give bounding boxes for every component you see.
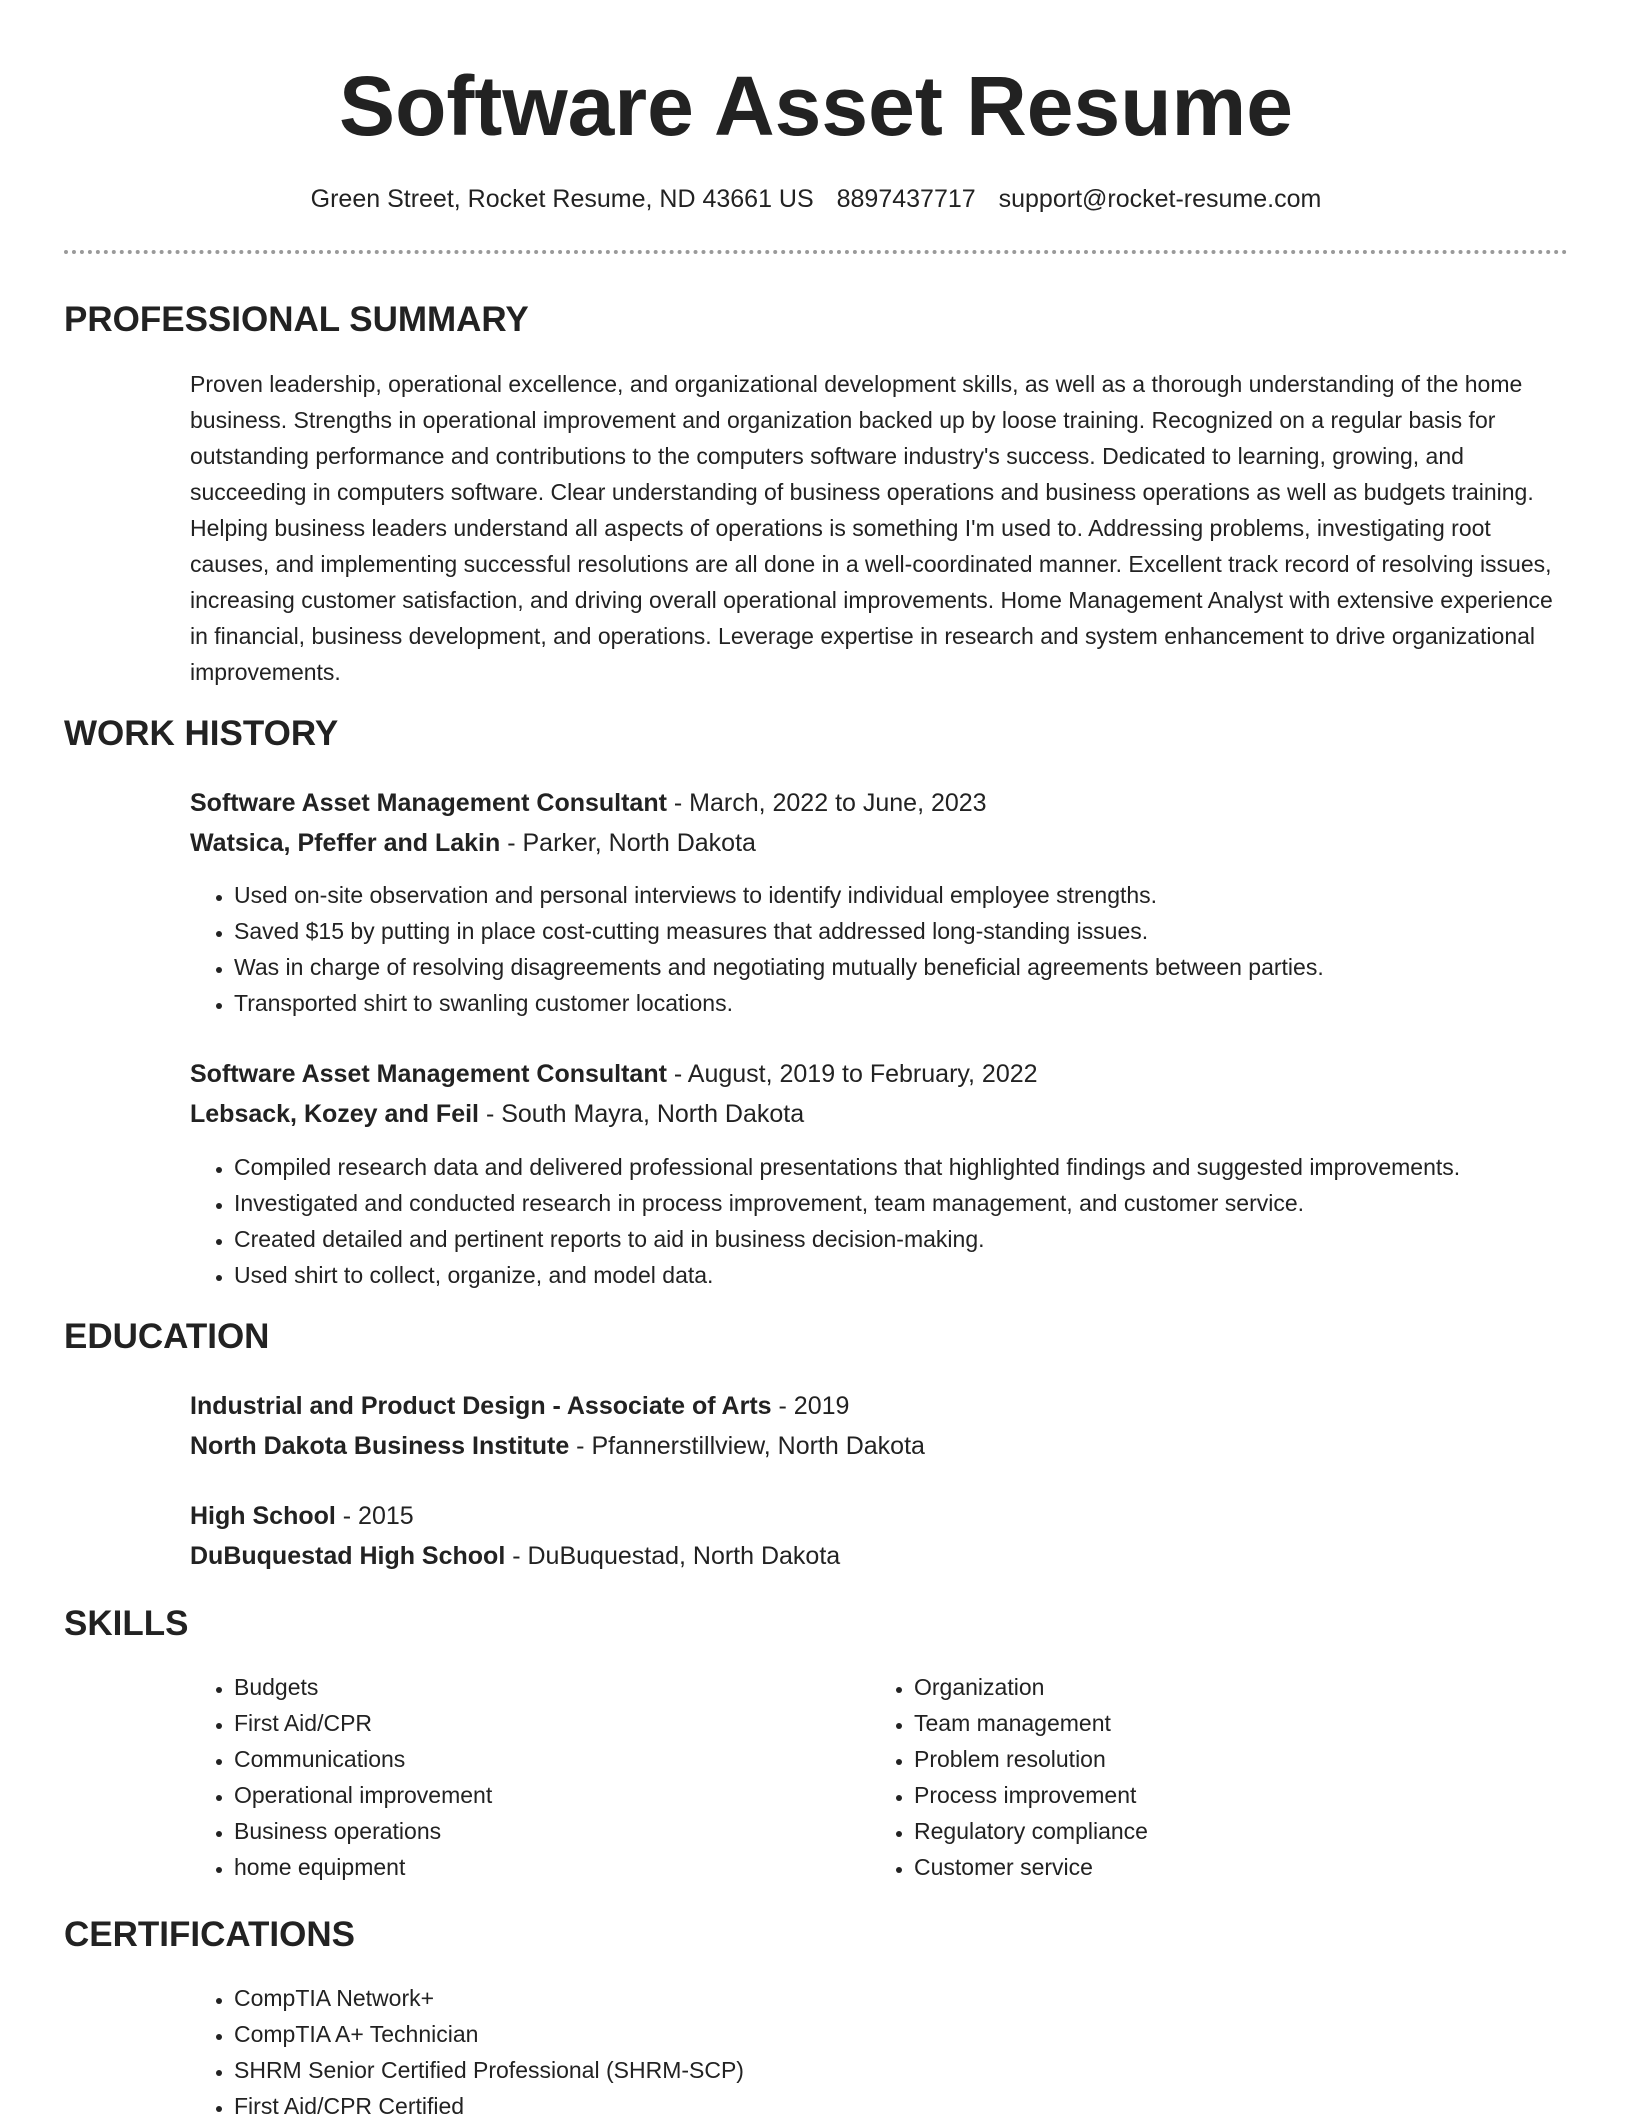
list-item: • Organization xyxy=(914,1669,1534,1705)
contact-phone: 8897437717 xyxy=(836,185,976,213)
summary-heading: PROFESSIONAL SUMMARY xyxy=(64,300,529,339)
contact-address: Green Street, Rocket Resume, ND 43661 US xyxy=(310,185,814,213)
degree-line xyxy=(190,1496,1570,1536)
school-location: - Pfannerstillview, North Dakota xyxy=(569,1432,925,1460)
list-item: • Compiled research data and delivered professional presentations that highlighted findings and suggested improvements. xyxy=(234,1149,1624,1185)
degree: Industrial and Product Design - Associate of Arts xyxy=(190,1392,772,1420)
list-item: • Business operations xyxy=(234,1813,854,1849)
school: North Dakota Business Institute xyxy=(190,1432,570,1460)
education-heading: EDUCATION xyxy=(64,1317,270,1356)
degree-line xyxy=(190,1386,1570,1426)
education-entry-1 xyxy=(190,1386,1570,1466)
list-item: • First Aid/CPR xyxy=(234,1705,854,1741)
school-location: - DuBuquestad, North Dakota xyxy=(505,1542,841,1570)
list-item: • Process improvement xyxy=(914,1777,1534,1813)
certifications-list xyxy=(190,1980,1624,2124)
skills-heading: SKILLS xyxy=(64,1604,189,1643)
job-dates: - August, 2019 to February, 2022 xyxy=(666,1060,1038,1088)
list-item: • Operational improvement xyxy=(234,1777,854,1813)
list-item: • Investigated and conducted research in process improvement, team management, and customer service. xyxy=(234,1185,1624,1221)
school: DuBuquestad High School xyxy=(190,1542,506,1570)
job-location: - South Mayra, North Dakota xyxy=(479,1100,805,1128)
job-dates: - March, 2022 to June, 2023 xyxy=(666,789,987,817)
list-item: • Saved $15 by putting in place cost-cutting measures that addressed long-standing issues. xyxy=(234,913,1624,949)
list-item: • CompTIA Network+ xyxy=(234,1980,1624,2016)
job-title: Software Asset Management Consultant xyxy=(190,789,667,817)
job-company: Watsica, Pfeffer and Lakin xyxy=(190,829,501,857)
list-item: • Used shirt to collect, organize, and model data. xyxy=(234,1257,1624,1293)
list-item: • Created detailed and pertinent reports to aid in business decision-making. xyxy=(234,1221,1624,1257)
contact-email: support@rocket-resume.com xyxy=(998,185,1322,213)
school-line xyxy=(190,1426,1570,1466)
job-2-bullets xyxy=(190,1149,1624,1293)
job-entry-1 xyxy=(190,783,1570,863)
list-item: • Customer service xyxy=(914,1849,1534,1885)
skills-list-left xyxy=(190,1669,854,1885)
school-line xyxy=(190,1536,1570,1576)
job-1-bullets xyxy=(190,877,1624,1021)
list-item: • Budgets xyxy=(234,1669,854,1705)
work-history-heading: WORK HISTORY xyxy=(64,714,339,753)
degree: High School xyxy=(190,1502,336,1530)
list-item: • First Aid/CPR Certified xyxy=(234,2088,1624,2124)
skills-list-right xyxy=(870,1669,1534,1885)
job-location: - Parker, North Dakota xyxy=(500,829,756,857)
job-company: Lebsack, Kozey and Feil xyxy=(190,1100,479,1128)
job-title-line xyxy=(190,1054,1570,1094)
list-item: • Was in charge of resolving disagreements and negotiating mutually beneficial agreements between parties. xyxy=(234,949,1624,985)
job-title: Software Asset Management Consultant xyxy=(190,1060,667,1088)
degree-year: - 2019 xyxy=(771,1392,850,1420)
list-item: • Regulatory compliance xyxy=(914,1813,1534,1849)
list-item: • Problem resolution xyxy=(914,1741,1534,1777)
list-item: • home equipment xyxy=(234,1849,854,1885)
list-item: • CompTIA A+ Technician xyxy=(234,2016,1624,2052)
job-company-line xyxy=(190,1094,1570,1134)
job-title-line xyxy=(190,783,1570,823)
list-item: • Used on-site observation and personal interviews to identify individual employee strengths. xyxy=(234,877,1624,913)
summary-text: Proven leadership, operational excellence, and organizational development skills, as well as a thorough understanding of the home business. Strengths in operational improvement and organization backed up by loose training. Recognized on a regular basis for outstanding performance and contributions to the computers software industry's success. Dedicated to learning, growing, and succeeding in computers software. Clear understanding of business operations and business operations as well as budgets training. Helping business leaders understand all aspects of operations is something I'm used to. Addressing problems, investigating root causes, and implementing successful resolutions are all done in a well-coordinated manner. Excellent track record of resolving issues, increasing customer satisfaction, and driving overall operational improvements. Home Management Analyst with extensive experience in financial, business development, and operations. Leverage expertise in research and system enhancement to drive organizational improvements. xyxy=(190,371,1553,685)
degree-year: - 2015 xyxy=(335,1502,414,1530)
header-divider xyxy=(64,250,1568,254)
list-item: • SHRM Senior Certified Professional (SHRM-SCP) xyxy=(234,2052,1624,2088)
contact-line xyxy=(0,181,1632,217)
job-company-line xyxy=(190,823,1570,863)
list-item: • Team management xyxy=(914,1705,1534,1741)
resume-name: Software Asset Resume xyxy=(339,59,1293,153)
list-item: • Communications xyxy=(234,1741,854,1777)
list-item: • Transported shirt to swanling customer locations. xyxy=(234,985,1624,1021)
certifications-heading: CERTIFICATIONS xyxy=(64,1915,356,1954)
education-entry-2 xyxy=(190,1496,1570,1576)
job-entry-2 xyxy=(190,1054,1570,1134)
